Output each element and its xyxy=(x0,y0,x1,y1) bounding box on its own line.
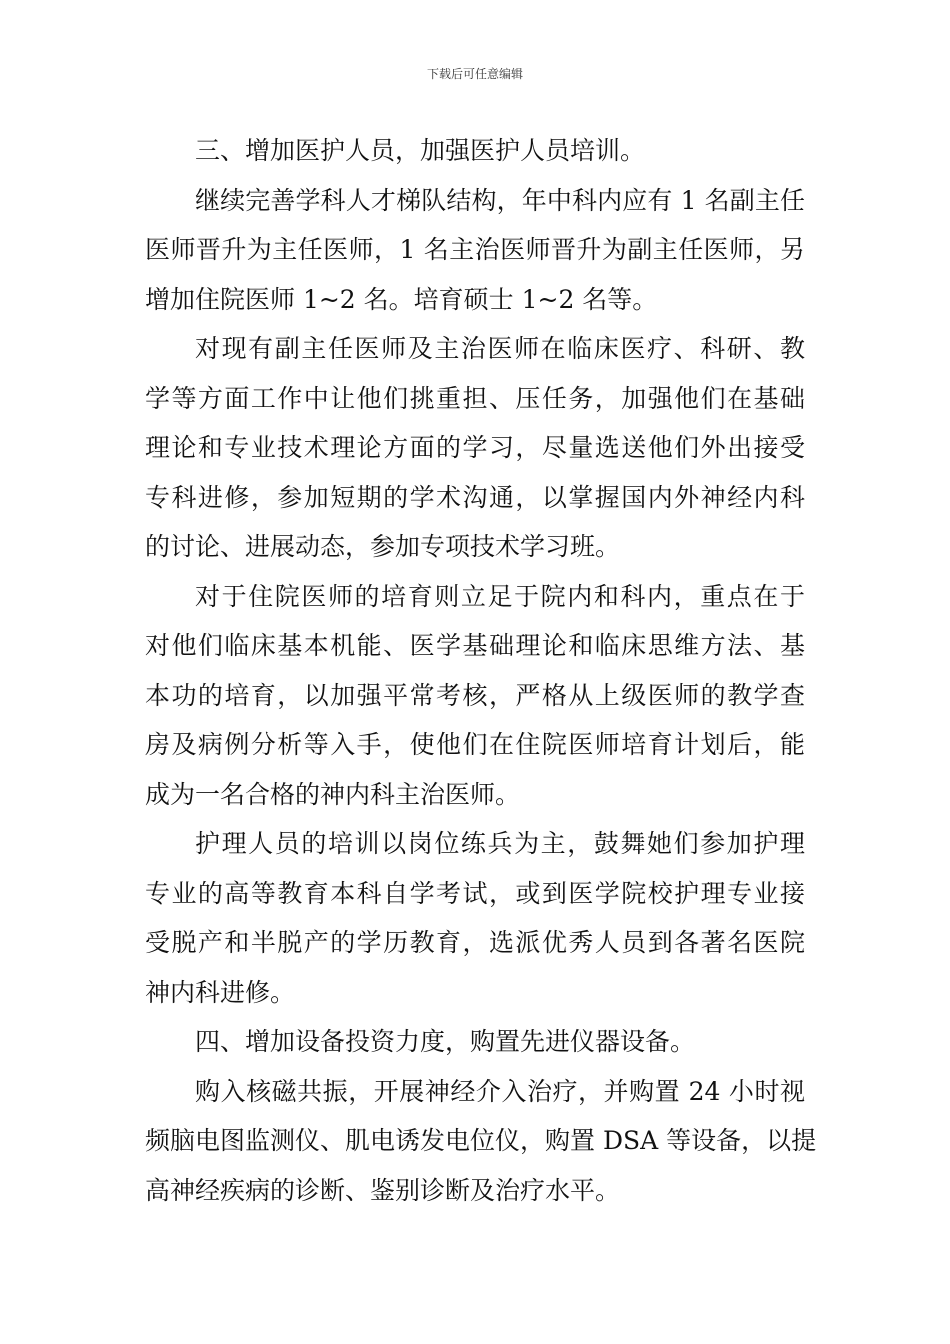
text-line: 对他们临床基本机能、医学基础理论和临床思维方法、基 xyxy=(145,631,805,660)
text-line: 神内科进修。 xyxy=(145,977,296,1007)
text-line: 的讨论、进展动态，参加专项技术学习班。 xyxy=(145,532,621,561)
paragraph-nursing-training xyxy=(145,819,805,1017)
paragraph-resident-training xyxy=(145,572,805,820)
paragraph-equipment xyxy=(145,1067,817,1216)
text-line: 成为一名合格的神内科主治医师。 xyxy=(145,779,521,809)
section-heading-3 xyxy=(145,126,805,176)
text-line: 护理人员的培训以岗位练兵为主，鼓舞她们参加护理 xyxy=(195,829,805,858)
text-line: 继续完善学科人才梯队结构，年中科内应有 1 名副主任 xyxy=(195,185,805,215)
text-line: 医师晋升为主任医师，1 名主治医师晋升为副主任医师，另 xyxy=(145,235,805,264)
text-line: 对于住院医师的培育则立足于院内和科内，重点在于 xyxy=(195,581,805,611)
text-line: 本功的培育，以加强平常考核，严格从上级医师的教学查 xyxy=(145,680,805,710)
text-line: 专业的高等教育本科自学考试，或到医学院校护理专业接 xyxy=(145,878,805,908)
section-heading-4 xyxy=(145,1017,805,1067)
page-header-note: 下载后可任意编辑 xyxy=(426,67,523,81)
text-line: 三、增加医护人员，加强医护人员培训。 xyxy=(195,136,646,165)
text-line: 理论和专业技术理论方面的学习，尽量选送他们外出接受 xyxy=(145,433,805,462)
paragraph-senior-physicians xyxy=(145,324,805,572)
text-line: 专科进修，参加短期的学术沟通，以掌握国内外神经内科 xyxy=(145,482,805,512)
text-line: 高神经疾病的诊断、鉴别诊断及治疗水平。 xyxy=(145,1175,621,1205)
paragraph-talent-structure xyxy=(145,176,805,325)
text-line: 对现有副主任医师及主治医师在临床医疗、科研、教 xyxy=(195,334,805,363)
text-line: 四、增加设备投资力度，购置先进仪器设备。 xyxy=(195,1027,696,1056)
text-line: 房及病例分析等入手，使他们在住院医师培育计划后，能 xyxy=(145,730,805,759)
text-line: 受脱产和半脱产的学历教育，选派优秀人员到各著名医院 xyxy=(145,928,805,957)
text-line: 增加住院医师 1~2 名。培育硕士 1~2 名等。 xyxy=(145,284,658,314)
text-line: 购入核磁共振，开展神经介入治疗，并购置 24 小时视 xyxy=(195,1076,805,1106)
text-line: 频脑电图监测仪、肌电诱发电位仪，购置 DSA 等设备，以提 xyxy=(145,1126,817,1155)
document-body xyxy=(145,126,817,1215)
text-line: 学等方面工作中让他们挑重担、压任务，加强他们在基础 xyxy=(145,383,805,413)
